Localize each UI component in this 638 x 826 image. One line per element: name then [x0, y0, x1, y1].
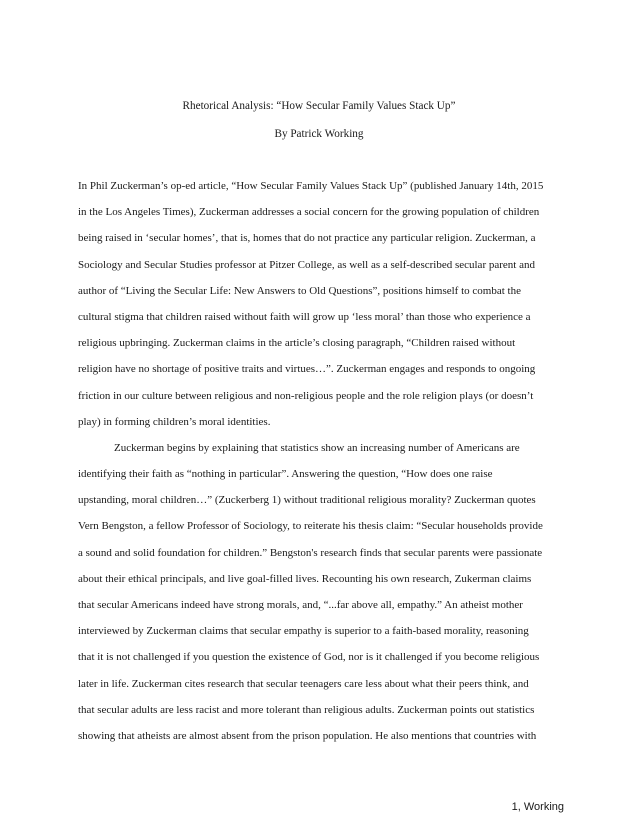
text-line: Zuckerman begins by explaining that statistics show an increasing number of Americans are — [114, 441, 520, 454]
text-line: play) in forming children’s moral identities. — [78, 415, 271, 428]
text-line: friction in our culture between religious and non-religious people and the role religion plays (or doesn’t — [78, 389, 534, 402]
text-line: interviewed by Zuckerman claims that secular empathy is superior to a faith-based morality, reasoning — [78, 625, 529, 638]
document-title: Rhetorical Analysis: “How Secular Family Values Stack Up” — [182, 100, 456, 112]
text-line: later in life. Zuckerman cites research that secular teenagers care less about what their peers think, and — [78, 677, 529, 690]
text-line: a sound and solid foundation for children.” Bengston's research finds that secular parents were passionate — [78, 546, 543, 559]
text-line: that secular Americans indeed have strong morals, and, “...far above all, empathy.” An atheist mother — [78, 599, 523, 611]
text-line: religion have no shortage of positive traits and virtues…”. Zuckerman engages and responds to ongoing — [78, 363, 536, 376]
text-line: Vern Bengston, a fellow Professor of Sociology, to reiterate his thesis claim: “Secular households provide — [78, 520, 543, 533]
body-text — [78, 176, 568, 752]
text-line: about their ethical principals, and live goal-filled lives. Recounting his own research, Zukerman claims — [78, 572, 532, 585]
text-line: in the Los Angeles Times), Zuckerman addresses a social concern for the growing population of children — [78, 206, 540, 219]
text-line: identifying their faith as “nothing in particular”. Answering the question, “How does one raise — [78, 468, 493, 481]
text-line: religious upbringing. Zuckerman claims in the article’s closing paragraph, “Children raised without — [78, 337, 516, 350]
text-line: author of “Living the Secular Life: New Answers to Old Questions”, positions himself to combat the — [78, 284, 521, 297]
text-line: that secular adults are less racist and more tolerant than religious adults. Zuckerman points out statistics — [78, 703, 535, 716]
text-line: Sociology and Secular Studies professor at Pitzer College, as well as a self-described secular parent and — [78, 258, 535, 271]
text-line: upstanding, moral children…” (Zuckerberg 1) without traditional religious morality? Zuckerman quotes — [78, 494, 536, 507]
text-line: being raised in ‘secular homes’, that is, homes that do not practice any particular religion. Zuckerman, a — [78, 232, 536, 245]
page-number: 1, Working — [511, 801, 564, 813]
author-byline: By Patrick Working — [274, 128, 364, 140]
text-line: cultural stigma that children raised without faith will grow up ‘less moral’ than those who experience a — [78, 310, 531, 323]
text-line: showing that atheists are almost absent from the prison population. He also mentions that countries with — [78, 729, 537, 742]
text-line: In Phil Zuckerman’s op-ed article, “How Secular Family Values Stack Up” (published January 14th, 2015 — [78, 180, 544, 192]
text-line: that it is not challenged if you question the existence of God, nor is it challenged if you become religious — [78, 651, 540, 664]
